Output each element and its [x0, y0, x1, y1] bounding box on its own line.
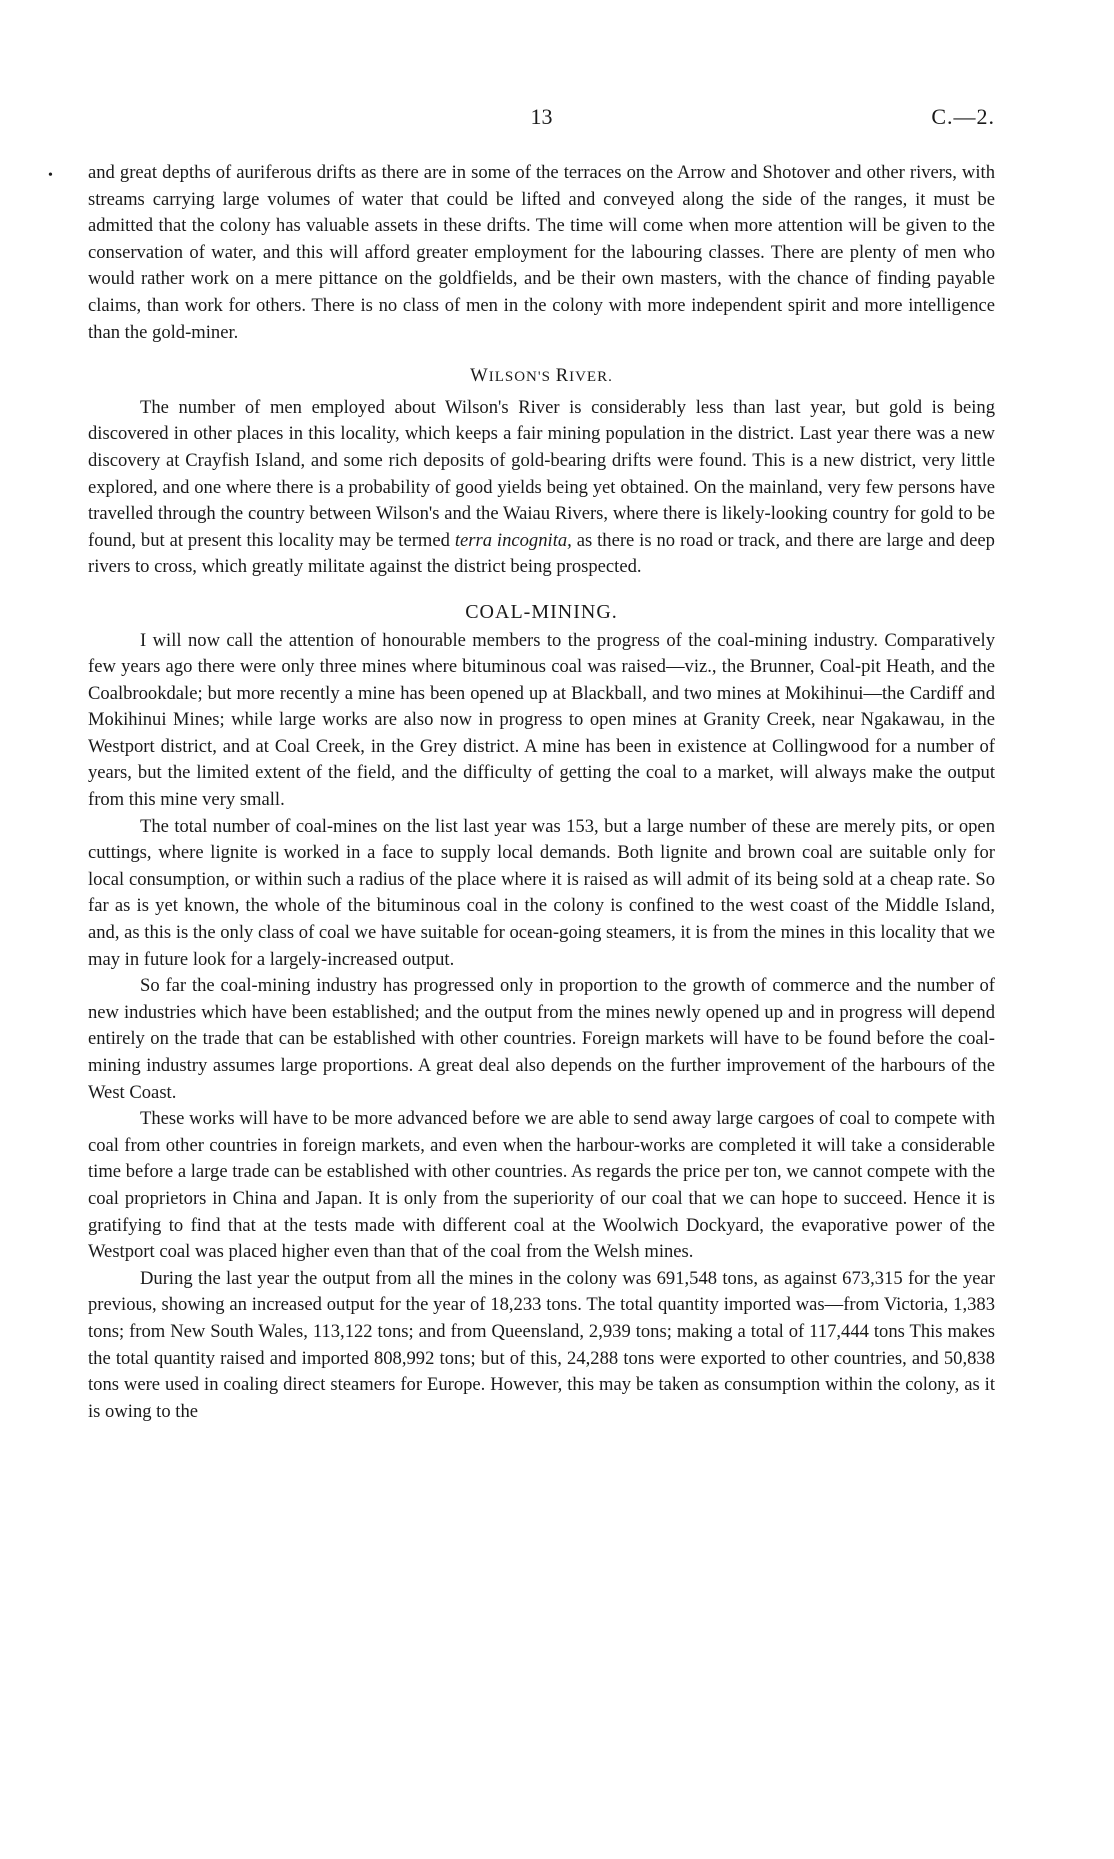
heading-smallcaps-2: IVER.	[569, 369, 613, 386]
margin-mark: •	[48, 168, 53, 183]
page-number: 13	[530, 104, 553, 129]
italic-phrase: terra incognita,	[454, 529, 572, 551]
paragraph-coal-mines-count: The total number of coal-mines on the list last year was 153, but a large number of these are merely pits, or open cuttings, where lignite is worked in a face to supply local demands. Both lignite and brown coal are suitable only for local consumption, or within such a radius of the place where it is raised as will admit of its being sold at a cheap rate. So far as is yet known, the whole of the bituminous coal in the colony is confined to the west coast of the Middle Island, and, as this is the only class of coal we have suitable for ocean-going steamers, it is from the mines in this locality that we may in future look for a largely-increased output.	[88, 815, 995, 970]
heading-smallcaps: ILSON'S	[488, 369, 556, 386]
heading-initial-2: R	[555, 365, 570, 387]
paragraph-wilsons-river	[88, 395, 995, 581]
paragraph-coal-output: During the last year the output from all the mines in the colony was 691,548 tons, as against 673,315 for the year previous, showing an increased output for the year of 18,233 tons. The total quantity imported was—from Victoria, 1,383 tons; from New South Wales, 113,122 tons; and from Queensland, 2,939 tons; making a total of 117,444 tons This makes the total quantity raised and imported 808,992 tons; but of this, 24,288 tons were exported to other countries, and 50,838 tons were used in coaling direct steamers for Europe. However, this may be taken as consumption within the colony, as it is owing to the	[88, 1267, 995, 1422]
paragraph-harbour-works: These works will have to be more advanced before we are able to send away large cargoes of coal to compete with coal from other countries in foreign markets, and even when the harbour-works are completed it will take a considerable time before a large trade can be established with other countries. As regards the price per ton, we cannot compete with the coal proprietors in China and Japan. It is only from the superiority of our coal that we can hope to succeed. Hence it is gratifying to find that at the tests made with different coal at the Woolwich Dockyard, the evaporative power of the Westport coal was placed higher even than that of the coal from the Welsh mines.	[88, 1108, 995, 1263]
paragraph-coal-mines-overview: I will now call the attention of honourable members to the progress of the coal-mining industry. Comparatively few years ago there were only three mines where bituminous coal was raised—viz., the Brunner, Coal-pit Heath, and the Coalbrookdale; but more recently a mine has been opened up at Blackball, and two mines at Mokihinui—the Cardiff and Mokihinui Mines; while large works are also now in progress to open mines at Granity Creek, near Ngakawau, in the Westport district, and at Coal Creek, in the Grey district. A mine has been in existence at Collingwood for a number of years, but the limited extent of the field, and the difficulty of getting the coal to a market, will always make the output from this mine very small.	[88, 629, 995, 811]
paragraph-text: The number of men employed about Wilson's River is considerably less than last year, but gold is being discovered in other places in this locality, which keeps a fair mining population in the district. Last year there was a new discovery at Crayfish Island, and some rich deposits of gold-bearing drifts were found. This is a new district, very little explored, and one where there is a probability of good yields being yet obtained. On the mainland, very few persons have travelled through the country between Wilson's and the Waiau Rivers, where there is likely-looking country for gold to be found, but at present this locality may be termed	[88, 396, 995, 551]
heading-initial: W	[470, 365, 489, 387]
document-reference: C.—2.	[931, 104, 995, 129]
page-header	[88, 104, 995, 138]
section-heading-coal-mining: COAL-MINING.	[465, 600, 618, 623]
section-heading-wilsons-river	[88, 363, 995, 391]
paragraph-goldfields-conclusion: and great depths of auriferous drifts as there are in some of the terraces on the Arrow and Shotover and other rivers, with streams carrying large volumes of water that could be lifted and conveyed along the side of the ranges, it must be admitted that the colony has valuable assets in these drifts. The time will come when more attention will be given to the conservation of water, and this will afford greater employment for the labouring classes. There are plenty of men who would rather work on a mere pittance on the goldfields, and be their own masters, with the chance of finding payable claims, than work for others. There is no class of men in the colony with more independent spirit and more intelligence than the gold-miner.	[88, 162, 995, 343]
document-body	[88, 160, 995, 1425]
paragraph-coal-industry-progress: So far the coal-mining industry has progressed only in proportion to the growth of commerce and the number of new industries which have been established; and the output from the mines newly opened up and in progress will depend entirely on the trade that can be established with other countries. Foreign markets will have to be found before the coal-mining industry assumes large proportions. A great deal also depends on the further improvement of the harbours of the West Coast.	[88, 975, 995, 1103]
paragraph-text-cont: as there is no road or track, and there are large and deep rivers to cross, which greatly militate against the district being prospected.	[88, 529, 995, 578]
